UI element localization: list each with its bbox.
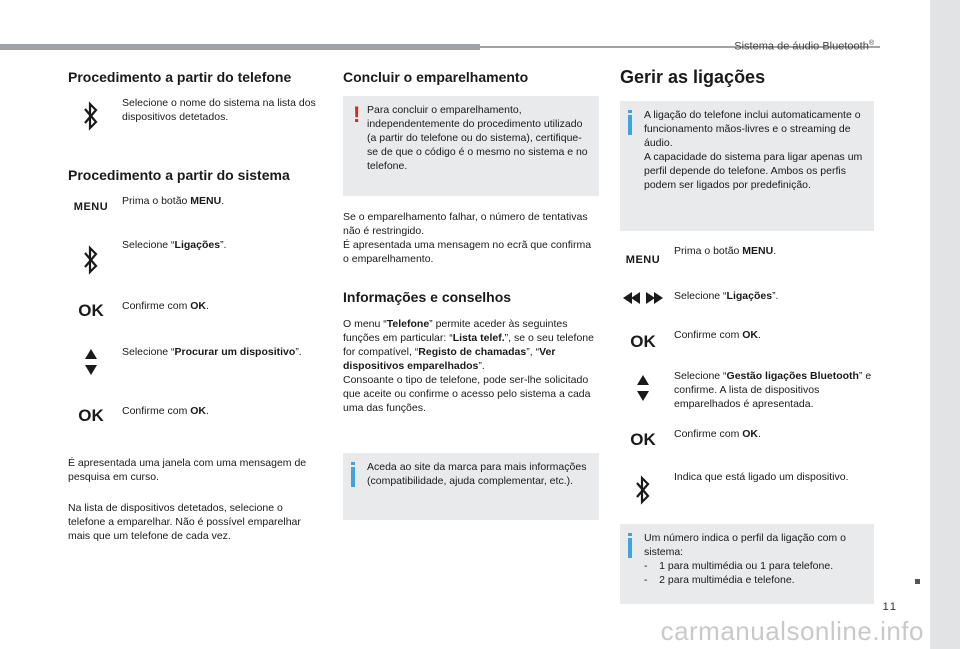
section-title-manage-connections: Gerir as ligações (620, 67, 766, 87)
ok-button-icon: OK (630, 430, 656, 449)
paragraph-pairing-confirmed: É apresentada uma mensagem no ecrã que confirma o emparelhamento. (343, 239, 592, 265)
up-down-arrows-icon (620, 375, 666, 401)
side-band (930, 0, 960, 649)
page-dot (915, 579, 920, 584)
step-text: Confirme com OK. (122, 300, 209, 312)
step-text: Selecione “Procurar um dispositivo”. (122, 346, 302, 358)
step-text: Confirme com OK. (674, 428, 761, 440)
info-icon (628, 115, 632, 135)
step-text: Selecione o nome do sistema na lista dos dispositivos detetados. (122, 97, 316, 123)
info-icon (351, 467, 355, 487)
paragraph-phone-menu: O menu “Telefone” permite aceder às seguintes funções em particular: “Lista telef.”, se o seu telefone for compatível, “Registo de chamadas”, “Ver dispositivos emparelhados”. Consoante o tipo de telefone, pode ser-lhe solicitado que aceite ou confirme o acesso pelo sistema a cada uma das funções. (343, 318, 594, 414)
paragraph-pairing-failed: Se o emparelhamento falhar, o número de tentativas não é restringido. (343, 211, 588, 237)
step-text: Indica que está ligado um dispositivo. (674, 471, 849, 483)
info-note-text: Aceda ao site da marca para mais informações (compatibilidade, ajuda complementar, etc.). (367, 461, 587, 487)
ok-button-icon: OK (630, 332, 656, 351)
step-text: Prima o botão MENU. (674, 245, 777, 257)
up-down-arrows-icon (68, 349, 114, 375)
step-text: Selecione “Gestão ligações Bluetooth” e confirme. A lista de dispositivos emparelhados é apresentada. (674, 370, 872, 410)
step-text: Prima o botão MENU. (122, 195, 225, 207)
warning-box (343, 96, 599, 196)
bluetooth-icon (620, 474, 666, 511)
running-header: Sistema de áudio Bluetooth® (734, 40, 874, 53)
top-rule (0, 44, 480, 50)
menu-button-icon: MENU (625, 254, 661, 266)
bluetooth-icon (68, 244, 114, 281)
section-title-complete-pairing: Concluir o emparelhamento (343, 69, 529, 85)
watermark: carmanualsonline.info (660, 616, 924, 646)
info-text: Um número indica o perfil da ligação com o sistema: - 1 para multimédia ou 1 para telefone. - 2 para multimédia e telefone. (644, 532, 846, 586)
paragraph-search-window: É apresentada uma janela com uma mensagem de pesquisa em curso. (68, 457, 307, 483)
ok-button-icon: OK (78, 406, 104, 425)
seek-arrows-icon (620, 291, 666, 310)
step-text: Confirme com OK. (122, 405, 209, 417)
warning-text: Para concluir o emparelhamento, independentemente do procedimento utilizado (a partir do telefone ou do sistema), certifique-se de que o código é o mesmo no sistema e no telefone. (367, 104, 588, 172)
section-title-system: Procedimento a partir do sistema (68, 167, 290, 183)
info-text: A ligação do telefone inclui automaticamente o funcionamento mãos-livres e o streaming de áudio. A capacidade do sistema para ligar apenas um perfil depende do telefone. Ambos os perfis podem ser ligados por predefinição. (644, 109, 863, 191)
section-title-phone: Procedimento a partir do telefone (68, 69, 292, 85)
menu-button-icon: MENU (73, 201, 109, 213)
step-text: Selecione “Ligações”. (674, 290, 779, 302)
warning-icon: ! (353, 102, 361, 127)
ok-button-icon: OK (78, 301, 104, 320)
bluetooth-icon (68, 100, 114, 137)
section-title-info: Informações e conselhos (343, 289, 512, 305)
info-box-connection (620, 101, 874, 231)
info-box-profile (620, 524, 874, 604)
step-text: Selecione “Ligações”. (122, 239, 227, 251)
info-note-box (343, 453, 599, 520)
paragraph-select-phone: Na lista de dispositivos detetados, selecione o telefone a emparelhar. Não é possível emparelhar mais que um telefone de cada vez. (68, 502, 301, 542)
info-icon (628, 538, 632, 558)
page-number: 11 (882, 601, 898, 613)
step-text: Confirme com OK. (674, 329, 761, 341)
